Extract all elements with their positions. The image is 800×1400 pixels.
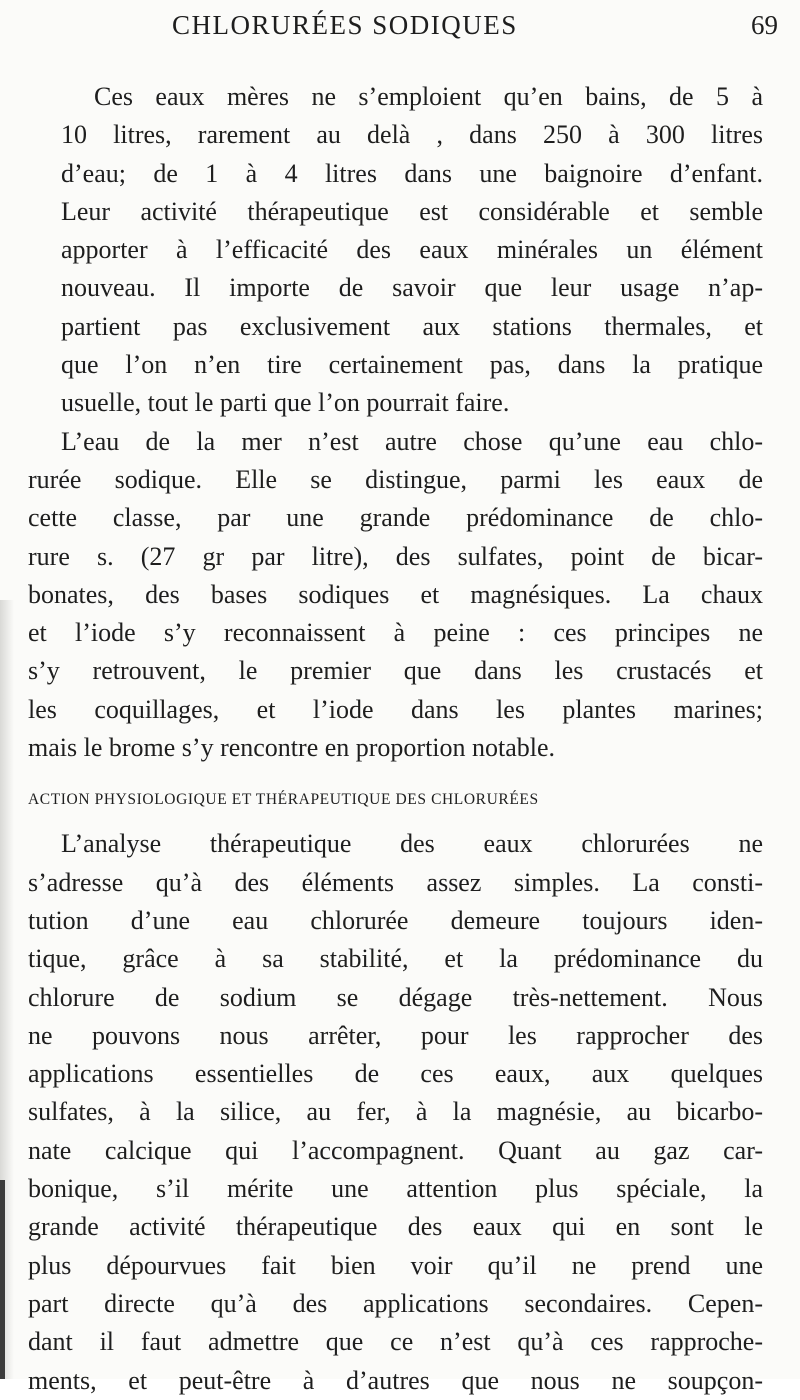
text-line: ments, et peut-être à d’autres que nous ne soupçon- — [28, 1365, 763, 1395]
paragraph-eau-de-mer — [28, 423, 763, 768]
text-line: s’adresse qu’à des éléments assez simples. La consti- — [28, 867, 763, 897]
text-line: plus dépourvues fait bien voir qu’il ne prend une — [28, 1250, 763, 1280]
text-line: les coquillages, et l’iode dans les plantes marines; — [28, 694, 763, 724]
text-line: et l’iode s’y reconnaissent à peine : ces principes ne — [28, 618, 763, 648]
text-line: d’eau; de 1 à 4 litres dans une baignoire d’enfant. — [61, 158, 763, 188]
text-line: L’eau de la mer n’est autre chose qu’une eau chlo- — [61, 426, 763, 456]
text-line: partient pas exclusivement aux stations thermales, et — [61, 311, 763, 341]
text-line: nate calcique qui l’accompagnent. Quant au gaz car- — [28, 1135, 763, 1165]
running-title: CHLORURÉES SODIQUES — [172, 10, 518, 40]
text-line: nouveau. Il importe de savoir que leur usage n’ap- — [61, 273, 763, 303]
text-line: chlorure de sodium se dégage très-nettement. Nous — [28, 982, 763, 1012]
text-line: 10 litres, rarement au delà , dans 250 à 300 litres — [61, 120, 763, 150]
text-line: rurée sodique. Elle se distingue, parmi les eaux de — [28, 464, 763, 494]
text-line: ne pouvons nous arrêter, pour les rapprocher des — [28, 1020, 763, 1050]
text-line: mais le brome s’y rencontre en proportion notable. — [28, 733, 556, 763]
text-line: L’analyse thérapeutique des eaux chlorurées ne — [61, 829, 763, 859]
text-line: tution d’une eau chlorurée demeure toujours iden- — [28, 905, 763, 935]
text-line: apporter à l’efficacité des eaux minérales un élément — [61, 235, 763, 265]
text-line: s’y retrouvent, le premier que dans les crustacés et — [28, 656, 763, 686]
text-line: que l’on n’en tire certainement pas, dans la pratique — [61, 350, 763, 380]
text-line: dant il faut admettre que ce n’est qu’à ces rapproche- — [28, 1327, 763, 1357]
text-line: part directe qu’à des applications secondaires. Cepen- — [28, 1288, 763, 1318]
text-line: tique, grâce à sa stabilité, et la prédominance du — [28, 944, 763, 974]
paragraph-analyse-therapeutique — [28, 825, 763, 1399]
page-number: 69 — [751, 10, 778, 40]
body-text — [28, 78, 763, 1400]
text-line: Ces eaux mères ne s’emploient qu’en bains, de 5 à — [94, 82, 763, 111]
text-line: Leur activité thérapeutique est considérable et semble — [61, 196, 763, 226]
page-header — [0, 10, 800, 50]
text-line: sulfates, à la silice, au fer, à la magnésie, au bicarbo- — [28, 1097, 763, 1127]
text-line: usuelle, tout le parti que l’on pourrait faire. — [61, 388, 510, 418]
section-heading: ACTION PHYSIOLOGIQUE ET THÉRAPEUTIQUE DES CHLORURÉES — [28, 791, 539, 809]
binding-edge — [0, 1180, 5, 1379]
text-line: applications essentielles de ces eaux, aux quelques — [28, 1059, 763, 1089]
text-line: grande activité thérapeutique des eaux qui en sont le — [28, 1212, 763, 1242]
text-line: cette classe, par une grande prédominance de chlo- — [28, 503, 763, 533]
text-line: rure s. (27 gr par litre), des sulfates, point de bicar- — [28, 541, 763, 571]
text-line: bonates, des bases sodiques et magnésiques. La chaux — [28, 579, 763, 609]
paragraph-eaux-meres — [28, 78, 763, 423]
text-line: bonique, s’il mérite une attention plus spéciale, la — [28, 1174, 763, 1204]
